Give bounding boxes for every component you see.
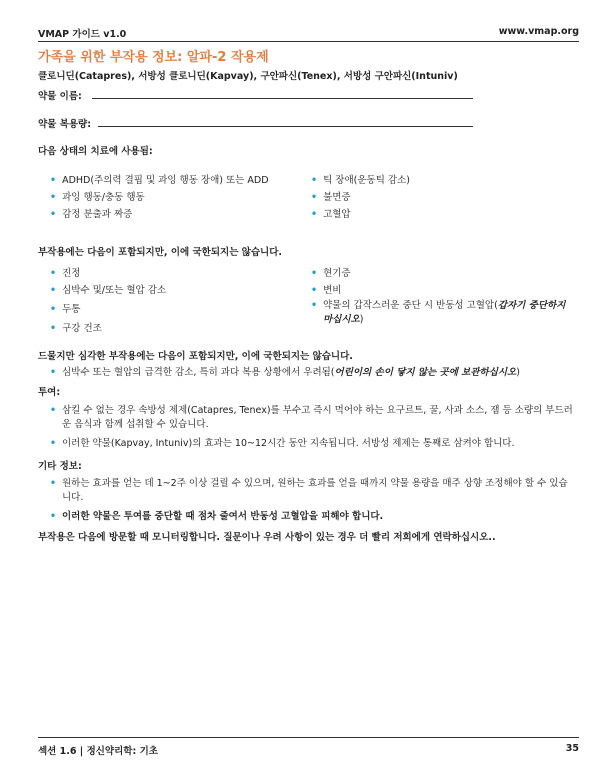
list-item: • 틱 장애(운동틱 감소)	[311, 175, 410, 186]
bullet-icon: •	[50, 192, 57, 203]
list-item: • 심박수 및/또는 혈압 감소	[50, 285, 167, 296]
bullet-icon: •	[50, 323, 57, 334]
list-item: • ADHD(주의력 결핍 및 과잉 행동 장애) 또는 ADD	[50, 175, 269, 186]
bullet-icon: •	[50, 511, 57, 522]
bullet-icon: •	[50, 175, 57, 186]
list-item: • 두통	[50, 304, 81, 315]
bullet-icon: •	[50, 438, 57, 449]
list-item: • 고혈압	[311, 209, 351, 220]
list-item: • 이러한 약물(Kapvay, Intuniv)의 효과는 10~12시간 동안 지속됩니다. 서방성 제제는 통째로 삼켜야 합니다.	[50, 438, 515, 449]
page-title: 가족을 위한 부작용 정보: 알파-2 작용제	[38, 50, 269, 65]
list-item: • 심박수 또는 혈압의 급격한 감소, 특히 과다 복용 상황에서 우려됨(어린이의 손이 닿지 않는 곳에 보관하십시오)	[50, 367, 520, 378]
header-divider	[38, 41, 579, 42]
list-item: • 구강 건조	[50, 323, 102, 334]
page-header	[38, 26, 579, 42]
medication-dose-line[interactable]	[98, 126, 473, 127]
bullet-icon: •	[50, 405, 57, 416]
header-url: www.vmap.org	[498, 26, 579, 37]
list-item: • 감정 분출과 짜증	[50, 209, 133, 220]
list-item: • 진정	[50, 268, 81, 279]
list-item: • 원하는 효과를 얻는 데 1~2주 이상 걸릴 수 있으며, 원하는 효과를 얻을 때까지 약물 용량을 매주 상향 조정해야 할 수 있습니다.	[50, 478, 568, 503]
bullet-icon: •	[311, 285, 318, 296]
list-item: • 현기증	[311, 268, 351, 279]
list-item: • 과잉 행동/충동 행동	[50, 192, 145, 203]
rare-effects-heading: 드물지만 심각한 부작용에는 다음이 포함되지만, 이에 국한되지는 않습니다.	[38, 351, 353, 362]
bullet-icon: •	[311, 300, 318, 311]
treat-heading: 다음 상태의 치료에 사용됨:	[38, 146, 153, 157]
page-number: 35	[565, 743, 579, 754]
bullet-icon: •	[311, 175, 318, 186]
list-item: • 이러한 약물은 투여를 중단할 때 점차 줄여서 반동성 고혈압을 피해야 합니다.	[50, 511, 384, 522]
side-effects-left	[50, 265, 310, 335]
side-effects-heading: 부작용에는 다음이 포함되지만, 이에 국한되지는 않습니다.	[38, 247, 283, 258]
treat-list-right	[311, 172, 571, 222]
other-info-heading: 기타 정보:	[38, 461, 82, 472]
bullet-icon: •	[50, 304, 57, 315]
bullet-icon: •	[50, 478, 57, 489]
closing-note: 부작용은 다음에 방문할 때 모니터링합니다. 질문이나 우려 사항이 있는 경우 더 빨리 저희에게 연락하십시오..	[38, 532, 496, 543]
medication-name-line[interactable]	[92, 98, 473, 99]
footer-section: 섹션 1.6 | 정신약리학: 기초	[38, 746, 158, 757]
bullet-icon: •	[50, 285, 57, 296]
medication-dose-label: 약물 복용량:	[38, 119, 91, 130]
footer-divider	[38, 737, 579, 738]
bullet-icon: •	[50, 268, 57, 279]
administration-heading: 투여:	[38, 387, 61, 398]
list-item: • 약물의 갑작스러운 중단 시 반동성 고혈압(갑자기 중단하지 마십시오)	[311, 300, 566, 325]
list-item: • 변비	[311, 285, 342, 296]
bullet-icon: •	[311, 268, 318, 279]
medication-name-label: 약물 이름:	[38, 91, 82, 102]
list-item: • 불면증	[311, 192, 351, 203]
bullet-icon: •	[50, 367, 57, 378]
bullet-icon: •	[311, 209, 318, 220]
page-footer	[38, 743, 579, 757]
header-left: VMAP 가이드 v1.0	[38, 29, 127, 40]
list-item: • 삼킬 수 없는 경우 속방성 제제(Catapres, Tenex)를 부수고 즉시 먹어야 하는 요구르트, 꿀, 사과 소스, 잼 등 소량의 부드러운 음식과 함께 섭취할 수 있습니다.	[50, 405, 573, 430]
page-subtitle: 클로니딘(Catapres), 서방성 클로니딘(Kapvay), 구안파신(Tenex), 서방성 구안파신(Intuniv)	[38, 71, 458, 82]
treat-list-left	[50, 172, 310, 222]
side-effects-right	[311, 265, 573, 335]
bullet-icon: •	[50, 209, 57, 220]
bullet-icon: •	[311, 192, 318, 203]
